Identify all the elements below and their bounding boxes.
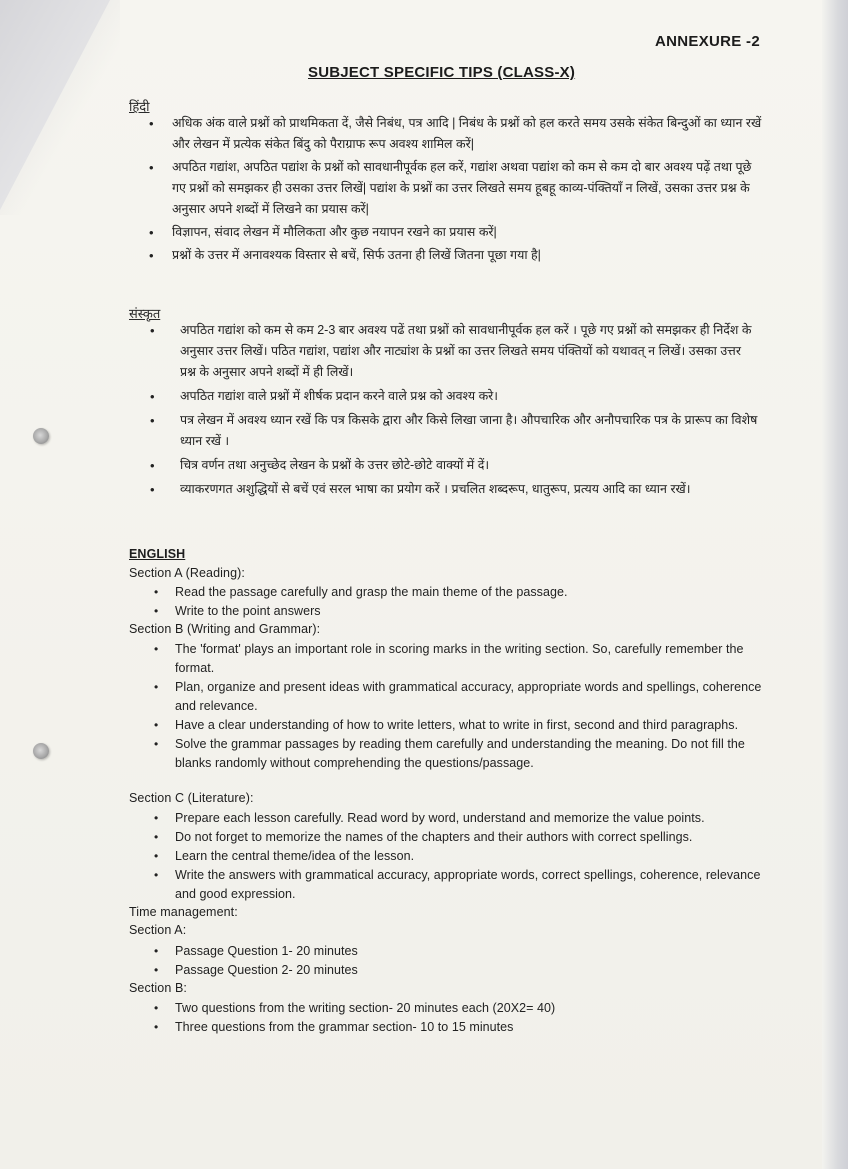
list-item: • Two questions from the writing section- 20 minutes each (20X2= 40) — [175, 999, 765, 1018]
bullet-icon: • — [149, 225, 154, 240]
bullet-icon: • — [150, 323, 155, 338]
bullet-icon: • — [154, 680, 159, 694]
page-edge — [822, 0, 848, 1169]
bullet-icon: • — [154, 604, 159, 618]
list-item: • Read the passage carefully and grasp the main theme of the passage. — [175, 583, 765, 602]
folded-corner — [0, 0, 110, 210]
bullet-icon: • — [154, 585, 159, 599]
english-heading: ENGLISH — [129, 547, 186, 561]
time-section-a-label: Section A: — [129, 923, 187, 937]
bullet-icon: • — [154, 849, 159, 863]
annexure-label: ANNEXURE -2 — [655, 33, 760, 50]
punch-hole — [33, 428, 49, 444]
list-item: • प्रश्नों के उत्तर में अनावश्यक विस्तार से बचें, सिर्फ उतना ही लिखें जितना पूछा गया है| — [172, 245, 762, 266]
bullet-icon: • — [154, 718, 159, 732]
bullet-icon: • — [154, 830, 159, 844]
bullet-icon: • — [150, 458, 155, 473]
time-section-b-label: Section B: — [129, 981, 187, 995]
list-item: • अपठित गद्यांश वाले प्रश्नों में शीर्षक प्रदान करने वाले प्रश्न को अवश्य करे। — [180, 386, 760, 407]
list-item: • अधिक अंक वाले प्रश्नों को प्राथमिकता दें, जैसे निबंध, पत्र आदि | निबंध के प्रश्नों को हल करते समय उसके संकेत बिन्दुओं का ध्यान रखें और लेखन में प्रत्येक संकेत बिंदु को पैराग्राफ रूप अवश्य शामिल करें| — [172, 113, 762, 155]
bullet-icon: • — [154, 737, 159, 751]
bullet-icon: • — [154, 811, 159, 825]
hindi-heading: हिंदी — [129, 99, 150, 114]
bullet-icon: • — [154, 963, 159, 977]
hindi-tips-list — [149, 113, 762, 268]
section-a-label: Section A (Reading): — [129, 566, 245, 580]
bullet-icon: • — [150, 389, 155, 404]
list-item: • अपठित गद्यांश, अपठित पद्यांश के प्रश्नों को सावधानीपूर्वक हल करें, गद्यांश अथवा पद्यांश को कम से कम दो बार अवश्य पढ़ें तथा पूछे गए प्रश्नों को समझकर ही उसका उत्तर लिखें| पद्यांश के प्रश्नों का उत्तर लिखते समय हूबहू काव्य-पंक्तियाँ न लिखें, उसका उत्तर प्रश्न के अनुसार अपने शब्दों में लिखने का प्रयास करें| — [172, 157, 762, 220]
list-item: • Write the answers with grammatical accuracy, appropriate words, correct spellings, coherence, relevance and good expression. — [154, 868, 761, 901]
list-item: • Three questions from the grammar section- 10 to 15 minutes — [175, 1018, 765, 1037]
time-management-label: Time management: — [129, 905, 238, 919]
time-section-a-list — [154, 942, 765, 980]
sanskrit-heading: संस्कृत — [129, 306, 161, 321]
time-section-b-list — [154, 999, 765, 1037]
list-item: • The 'format' plays an important role in scoring marks in the writing section. So, carefully remember the format. — [154, 642, 744, 675]
bullet-icon: • — [149, 160, 154, 175]
list-item: • अपठित गद्यांश को कम से कम 2-3 बार अवश्य पढें तथा प्रश्नों को सावधानीपूर्वक हल करें । पूछे गए प्रश्नों को समझकर ही निर्देश के अनुसार उत्तर लिखें। पठित गद्यांश, पद्यांश और नाट्यांश के प्रश्नों का उत्तर लिखते समय पंक्तियों को यथावत् न लिखें। उसका उत्तर प्रश्न के अनुसार अपने शब्दों में ही लिखें। — [180, 320, 760, 383]
section-c-label: Section C (Literature): — [129, 791, 254, 805]
section-b-label: Section B (Writing and Grammar): — [129, 622, 321, 636]
bullet-icon: • — [154, 868, 159, 882]
bullet-icon: • — [154, 944, 159, 958]
bullet-icon: • — [149, 116, 154, 131]
list-item: • विज्ञापन, संवाद लेखन में मौलिकता और कुछ नयापन रखने का प्रयास करें| — [172, 222, 762, 243]
bullet-icon: • — [150, 482, 155, 497]
list-item: • Prepare each lesson carefully. Read word by word, understand and memorize the value points. — [175, 809, 765, 828]
list-item: • Passage Question 1- 20 minutes — [175, 942, 765, 961]
list-item: • Passage Question 2- 20 minutes — [175, 961, 765, 980]
bullet-icon: • — [149, 248, 154, 263]
list-item: • चित्र वर्णन तथा अनुच्छेद लेखन के प्रश्नों के उत्तर छोटे-छोटे वाक्यों में दें। — [180, 455, 760, 476]
punch-hole — [33, 743, 49, 759]
list-item: • पत्र लेखन में अवश्य ध्यान रखें कि पत्र किसके द्वारा और किसे लिखा जाना है। औपचारिक और अनौपचारिक पत्र के प्रारूप का विशेष ध्यान रखें । — [180, 410, 760, 452]
section-a-list — [154, 583, 765, 621]
bullet-icon: • — [150, 413, 155, 428]
section-b-list — [154, 640, 765, 773]
bullet-icon: • — [154, 1020, 159, 1034]
bullet-icon: • — [154, 642, 159, 656]
bullet-icon: • — [154, 1001, 159, 1015]
list-item: • Do not forget to memorize the names of the chapters and their authors with correct spellings. — [175, 828, 765, 847]
list-item: • Solve the grammar passages by reading them carefully and understanding the meaning. Do not fill the blanks randomly without comprehending the questions/passage. — [154, 737, 745, 770]
list-item: • Learn the central theme/idea of the lesson. — [175, 847, 765, 866]
list-item: • व्याकरणगत अशुद्धियों से बचें एवं सरल भाषा का प्रयोग करें । प्रचलित शब्दरूप, धातुरूप, प्रत्यय आदि का ध्यान रखें। — [180, 479, 760, 500]
list-item: • Have a clear understanding of how to write letters, what to write in first, second and third paragraphs. — [175, 716, 765, 735]
section-c-list — [154, 809, 765, 904]
list-item: • Write to the point answers — [175, 602, 765, 621]
page-title: SUBJECT SPECIFIC TIPS (CLASS-X) — [308, 64, 576, 81]
list-item: • Plan, organize and present ideas with grammatical accuracy, appropriate words and spellings, coherence and relevance. — [154, 680, 762, 713]
sanskrit-tips-list — [150, 320, 760, 503]
